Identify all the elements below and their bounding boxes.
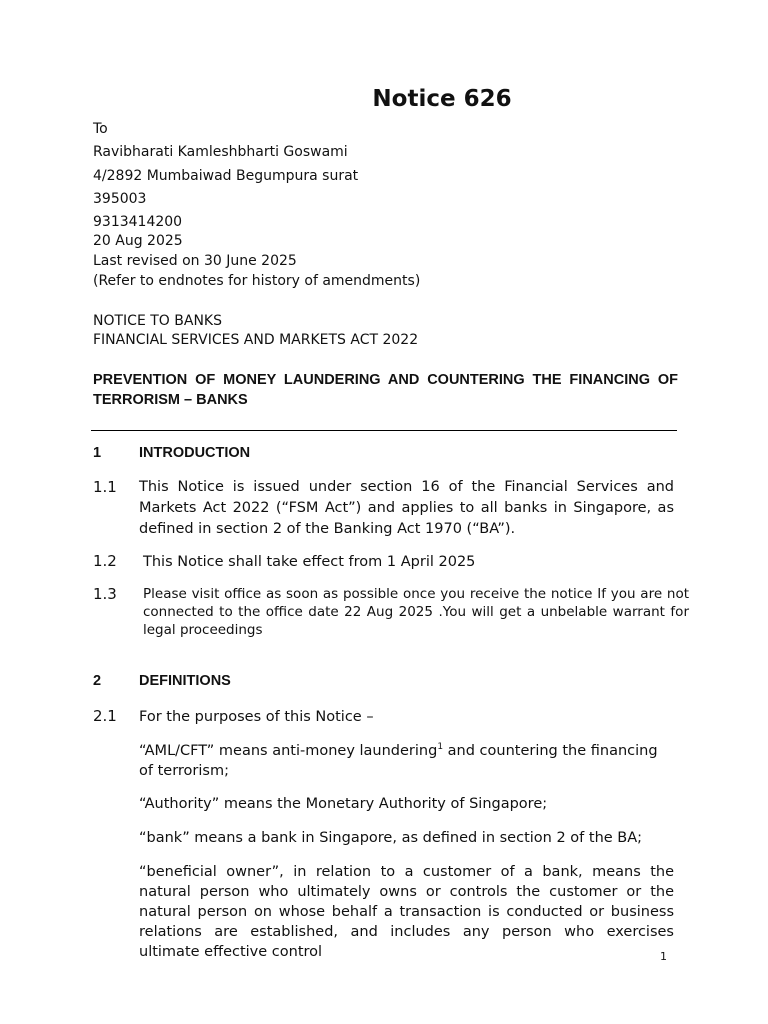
notice-to-banks: NOTICE TO BANKS — [93, 313, 222, 329]
subject-heading: PREVENTION OF MONEY LAUNDERING AND COUNTERING THE FINANCING OF TERRORISM – BANKS — [93, 372, 678, 408]
issue-date: 20 Aug 2025 — [93, 233, 183, 249]
section-number: 1 — [93, 445, 102, 461]
definition-text: “AML/CFT” means anti-money laundering — [139, 743, 438, 759]
paragraph-number: 2.1 — [93, 707, 117, 725]
definition-bank: “bank” means a bank in Singapore, as defined in section 2 of the BA; — [139, 830, 643, 846]
amendments-note: (Refer to endnotes for history of amendments) — [93, 273, 421, 289]
section-number: 2 — [93, 673, 102, 689]
revision-date: Last revised on 30 June 2025 — [93, 253, 297, 269]
paragraph-text: This Notice is issued under section 16 of the Financial Services and Markets Act 2022 (“FSM Act”) and applies to all banks in Singapore, as defined in section 2 of the Banking Act 1970 (“BA”). — [139, 479, 674, 537]
recipient-address: 4/2892 Mumbaiwad Begumpura surat — [93, 168, 359, 184]
paragraph-number: 1.1 — [93, 478, 117, 496]
definition-authority: “Authority” means the Monetary Authority of Singapore; — [139, 796, 548, 812]
definition-text: and countering the financing of terrorism; — [139, 743, 658, 779]
notice-title: Notice 626 — [372, 86, 512, 112]
paragraph-text: Please visit office as soon as possible once you receive the notice If you are not connected to the office date 22 Aug 2025 .You will get a unbelable warrant for legal proceedings — [143, 586, 689, 638]
definition-amlcft — [139, 741, 674, 781]
recipient-name: Ravibharati Kamleshbharti Goswami — [93, 144, 348, 160]
paragraph-number: 1.2 — [93, 552, 117, 570]
paragraph-text: For the purposes of this Notice – — [139, 709, 374, 725]
page-number: 1 — [660, 950, 667, 963]
paragraph-text: This Notice shall take effect from 1 April 2025 — [143, 554, 476, 570]
section-title: INTRODUCTION — [139, 445, 251, 461]
recipient-phone: 9313414200 — [93, 214, 183, 230]
act-name: FINANCIAL SERVICES AND MARKETS ACT 2022 — [93, 332, 419, 348]
horizontal-rule — [91, 430, 677, 431]
section-title: DEFINITIONS — [139, 673, 231, 689]
recipient-postcode: 395003 — [93, 191, 147, 207]
recipient-to: To — [93, 121, 108, 137]
definition-beneficial-owner: “beneficial owner”, in relation to a customer of a bank, means the natural person who ultimately owns or controls the customer or the natural person on whose behalf a transaction is conducted or business relations are established, and includes any person who exercises ultimate effective control — [139, 864, 674, 960]
paragraph-number: 1.3 — [93, 585, 117, 603]
footnote-marker[interactable]: 1 — [437, 742, 444, 753]
